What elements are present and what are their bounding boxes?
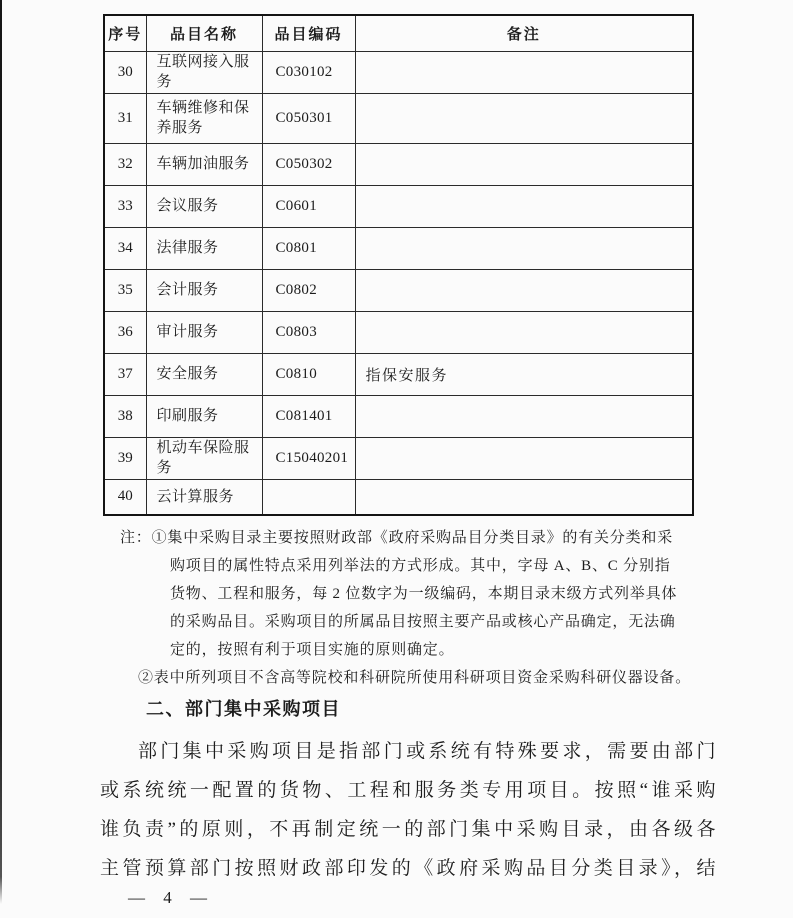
- header-serial: 序号: [104, 15, 146, 51]
- cell-remark: [355, 395, 693, 437]
- note-line: 定的，按照有利于项目实施的原则确定。: [170, 642, 455, 658]
- cell-serial: 33: [104, 185, 146, 227]
- cell-item-name: 车辆维修和保养服务: [146, 93, 262, 143]
- paragraph-line: 主管预算部门按照财政部印发的《政府采购品目分类目录》，结: [100, 858, 718, 879]
- note-line: 注：①集中采购目录主要按照财政部《政府采购品目分类目录》的有关分类和采: [120, 530, 674, 546]
- table-row: [104, 143, 693, 185]
- cell-remark: 指保安服务: [355, 353, 693, 395]
- table-header-row: [104, 15, 693, 51]
- cell-item-code: [262, 479, 355, 515]
- cell-item-name: 机动车保险服务: [146, 437, 262, 479]
- cell-remark: [355, 185, 693, 227]
- cell-serial: 35: [104, 269, 146, 311]
- cell-item-code: C15040201: [262, 437, 355, 479]
- note-line: 货物、工程和服务，每 2 位数字为一级编码，本期目录末级方式列举具体: [170, 586, 678, 602]
- cell-remark: [355, 437, 693, 479]
- table-row: [104, 185, 693, 227]
- note-line: ②表中所列项目不含高等院校和科研院所使用科研项目资金采购科研仪器设备。: [138, 670, 692, 686]
- cell-item-code: C0802: [262, 269, 355, 311]
- cell-serial: 32: [104, 143, 146, 185]
- cell-item-name: 车辆加油服务: [146, 143, 262, 185]
- paragraph-line: 谁负责”的原则，不再制定统一的部门集中采购目录，由各级各: [100, 819, 718, 840]
- cell-serial: 31: [104, 93, 146, 143]
- cell-item-name: 安全服务: [146, 353, 262, 395]
- cell-remark: [355, 143, 693, 185]
- cell-item-name: 审计服务: [146, 311, 262, 353]
- cell-item-code: C0810: [262, 353, 355, 395]
- table-row: [104, 311, 693, 353]
- cell-item-name: 会议服务: [146, 185, 262, 227]
- table-row: [104, 353, 693, 395]
- cell-item-code: C081401: [262, 395, 355, 437]
- cell-serial: 36: [104, 311, 146, 353]
- cell-serial: 30: [104, 51, 146, 93]
- cell-serial: 38: [104, 395, 146, 437]
- paragraph-line: 部门集中采购项目是指部门或系统有特殊要求，需要由部门: [138, 741, 718, 762]
- section-heading: 二、部门集中采购项目: [146, 699, 341, 719]
- notes-block: [120, 524, 705, 692]
- header-item-name: 品目名称: [146, 15, 262, 51]
- cell-item-name: 会计服务: [146, 269, 262, 311]
- cell-item-name: 互联网接入服务: [146, 51, 262, 93]
- note-line: 的采购品目。采购项目的所属品目按照主要产品或核心产品确定，无法确: [170, 614, 676, 630]
- cell-serial: 39: [104, 437, 146, 479]
- cell-remark: [355, 311, 693, 353]
- table-row: [104, 479, 693, 515]
- cell-serial: 40: [104, 479, 146, 515]
- header-remark: 备注: [355, 15, 693, 51]
- cell-item-code: C050302: [262, 143, 355, 185]
- paragraph-line: 或系统统一配置的货物、工程和服务类专用项目。按照“谁采购: [100, 780, 718, 801]
- table-row: [104, 269, 693, 311]
- cell-remark: [355, 227, 693, 269]
- table-row: [104, 93, 693, 143]
- cell-remark: [355, 93, 693, 143]
- cell-item-name: 印刷服务: [146, 395, 262, 437]
- table-row: [104, 227, 693, 269]
- page-number: — 4 —: [128, 888, 214, 907]
- cell-remark: [355, 479, 693, 515]
- procurement-items-table: [103, 14, 694, 516]
- cell-remark: [355, 269, 693, 311]
- scan-edge-line: [0, 0, 2, 904]
- cell-item-code: C0803: [262, 311, 355, 353]
- cell-item-name: 云计算服务: [146, 479, 262, 515]
- cell-item-code: C050301: [262, 93, 355, 143]
- cell-remark: [355, 51, 693, 93]
- header-item-code: 品目编码: [262, 15, 355, 51]
- cell-item-code: C0801: [262, 227, 355, 269]
- table-row: [104, 437, 693, 479]
- table-row: [104, 51, 693, 93]
- table-row: [104, 395, 693, 437]
- cell-serial: 34: [104, 227, 146, 269]
- note-line: 购项目的属性特点采用列举法的方式形成。其中，字母 A、B、C 分别指: [170, 558, 671, 574]
- cell-item-code: C030102: [262, 51, 355, 93]
- cell-item-name: 法律服务: [146, 227, 262, 269]
- cell-serial: 37: [104, 353, 146, 395]
- cell-item-code: C0601: [262, 185, 355, 227]
- body-paragraph: [100, 732, 718, 888]
